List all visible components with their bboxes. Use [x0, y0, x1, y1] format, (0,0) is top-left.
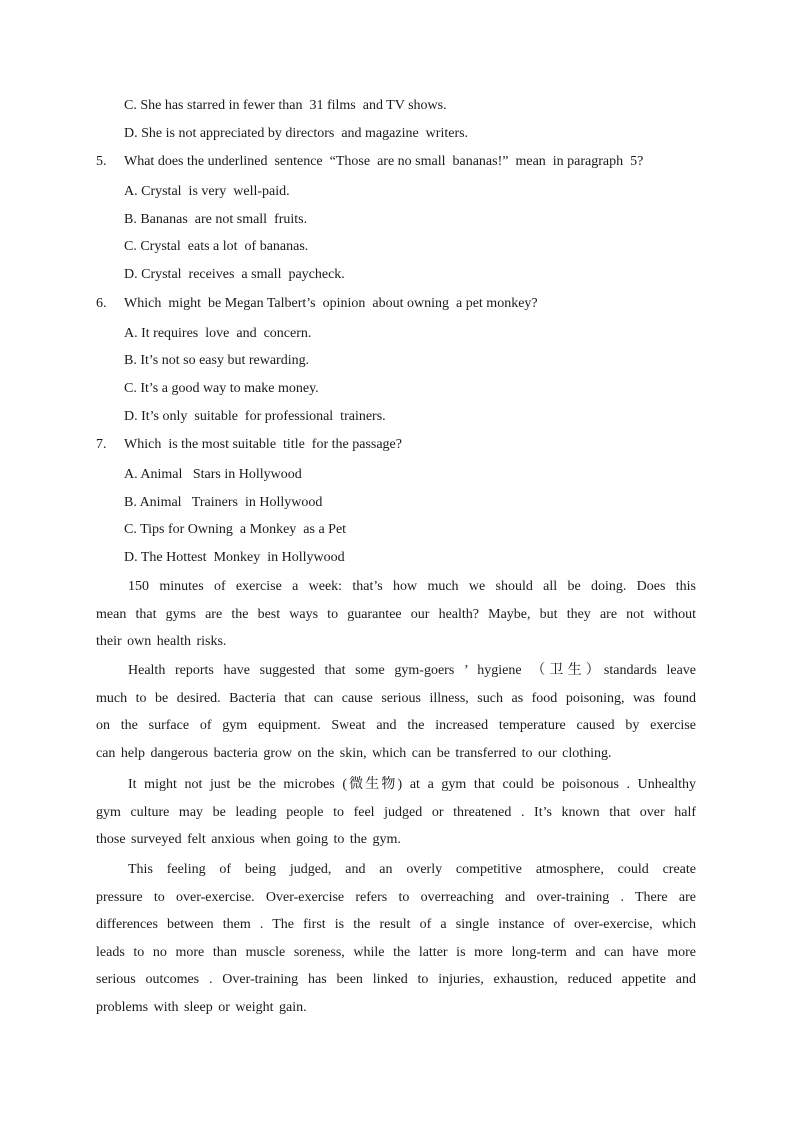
q6-number: 6. — [96, 296, 107, 311]
q5-stem: What does the underlined sentence “Those are no small bananas!” mean in paragraph 5? — [124, 154, 644, 169]
paragraph-line: It might not just be the microbes (微生物) at a gym that could be poisonous . Unhealthy — [128, 777, 696, 792]
paragraph-line: can help dangerous bacteria grow on the skin, which can be transferred to our clothing. — [96, 745, 612, 761]
paragraph-line: differences between them . The first is the result of a single instance of over-exercise, which — [96, 917, 696, 933]
q5-option-b: B. Bananas are not small fruits. — [124, 212, 308, 227]
paragraph-line: serious outcomes . Over-training has been linked to injuries, exhaustion, reduced appetite and — [96, 972, 696, 988]
q5-number: 5. — [96, 154, 107, 169]
q7-stem: Which is the most suitable title for the passage? — [124, 437, 402, 452]
paragraph-line: those surveyed felt anxious when going to the gym. — [96, 832, 401, 848]
q4-option-d: D. She is not appreciated by directors and magazine writers. — [124, 126, 469, 141]
q6-option-a: A. It requires love and concern. — [124, 326, 312, 341]
q7-option-b: B. Animal Trainers in Hollywood — [124, 495, 323, 510]
paragraph-line: This feeling of being judged, and an overly competitive atmosphere, could create — [128, 862, 696, 877]
q7-option-d: D. The Hottest Monkey in Hollywood — [124, 550, 345, 565]
q6-option-c: C. It’s a good way to make money. — [124, 381, 319, 396]
paragraph-line: much to be desired. Bacteria that can cause serious illness, such as food poisoning, was found — [96, 690, 696, 706]
paragraph-line: gym culture may be leading people to feel judged or threatened . It’s known that over half — [96, 804, 696, 820]
passage-paragraph-2 — [96, 657, 696, 767]
passage-paragraph-4 — [96, 856, 696, 1022]
q7-number: 7. — [96, 437, 107, 452]
paragraph-line: their own health risks. — [96, 634, 227, 650]
q5-option-c: C. Crystal eats a lot of bananas. — [124, 239, 309, 254]
q6-option-d: D. It’s only suitable for professional trainers. — [124, 409, 386, 424]
q7-option-a: A. Animal Stars in Hollywood — [124, 467, 302, 482]
paragraph-line: 150 minutes of exercise a week: that’s how much we should all be doing. Does this — [128, 579, 696, 594]
q7-option-c: C. Tips for Owning a Monkey as a Pet — [124, 522, 347, 537]
passage-paragraph-3 — [96, 771, 696, 854]
q6-stem: Which might be Megan Talbert’s opinion about owning a pet monkey? — [124, 296, 538, 311]
passage-paragraph-1 — [96, 573, 696, 656]
paragraph-line: pressure to over-exercise. Over-exercise refers to overreaching and over-training . There are — [96, 889, 696, 905]
paragraph-line: on the surface of gym equipment. Sweat and the increased temperature caused by exercise — [96, 718, 696, 734]
paragraph-line: leads to no more than muscle soreness, while the latter is more long-term and can have more — [96, 944, 696, 960]
q5-option-a: A. Crystal is very well-paid. — [124, 184, 290, 199]
q4-option-c: C. She has starred in fewer than 31 films and TV shows. — [124, 98, 447, 113]
paragraph-line: problems with sleep or weight gain. — [96, 999, 307, 1015]
paragraph-line: Health reports have suggested that some gym-goers ’ hygiene （卫生）standards leave — [128, 663, 696, 678]
paragraph-line: mean that gyms are the best ways to guarantee our health? Maybe, but they are not without — [96, 606, 696, 622]
q6-option-b: B. It’s not so easy but rewarding. — [124, 353, 310, 368]
q5-option-d: D. Crystal receives a small paycheck. — [124, 267, 345, 282]
